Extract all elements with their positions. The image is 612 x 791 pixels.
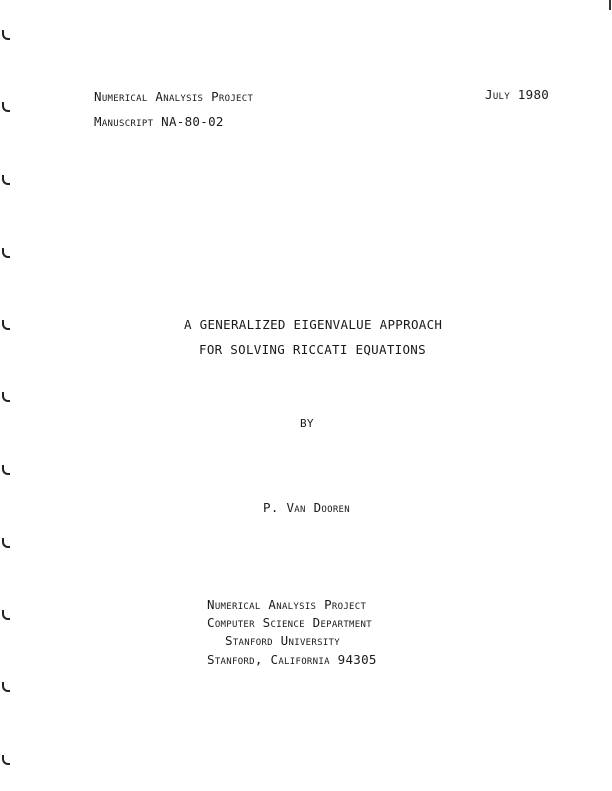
binding-mark — [2, 755, 10, 765]
author-name: P. Van Dooren — [263, 500, 350, 515]
address-line-2: Computer Science Department — [207, 615, 372, 630]
binding-mark — [2, 30, 10, 40]
address-line-4: Stanford, California 94305 — [207, 652, 377, 667]
by-label: BY — [300, 417, 314, 430]
address-line-3: Stanford University — [225, 633, 340, 648]
binding-mark — [2, 320, 10, 330]
project-name: Numerical Analysis Project — [94, 89, 254, 104]
binding-mark — [2, 102, 10, 112]
page-edge-mark — [609, 0, 611, 10]
publication-date: July 1980 — [485, 87, 550, 102]
binding-mark — [2, 392, 10, 402]
binding-mark — [2, 610, 10, 620]
binding-mark — [2, 248, 10, 258]
document-title-line-2: FOR SOLVING RICCATI EQUATIONS — [199, 342, 426, 357]
binding-mark — [2, 465, 10, 475]
address-line-1: Numerical Analysis Project — [207, 597, 367, 612]
manuscript-number: Manuscript NA-80-02 — [94, 114, 224, 129]
binding-mark — [2, 682, 10, 692]
document-title-line-1: A GENERALIZED EIGENVALUE APPROACH — [184, 317, 443, 332]
binding-mark — [2, 538, 10, 548]
binding-mark — [2, 175, 10, 185]
